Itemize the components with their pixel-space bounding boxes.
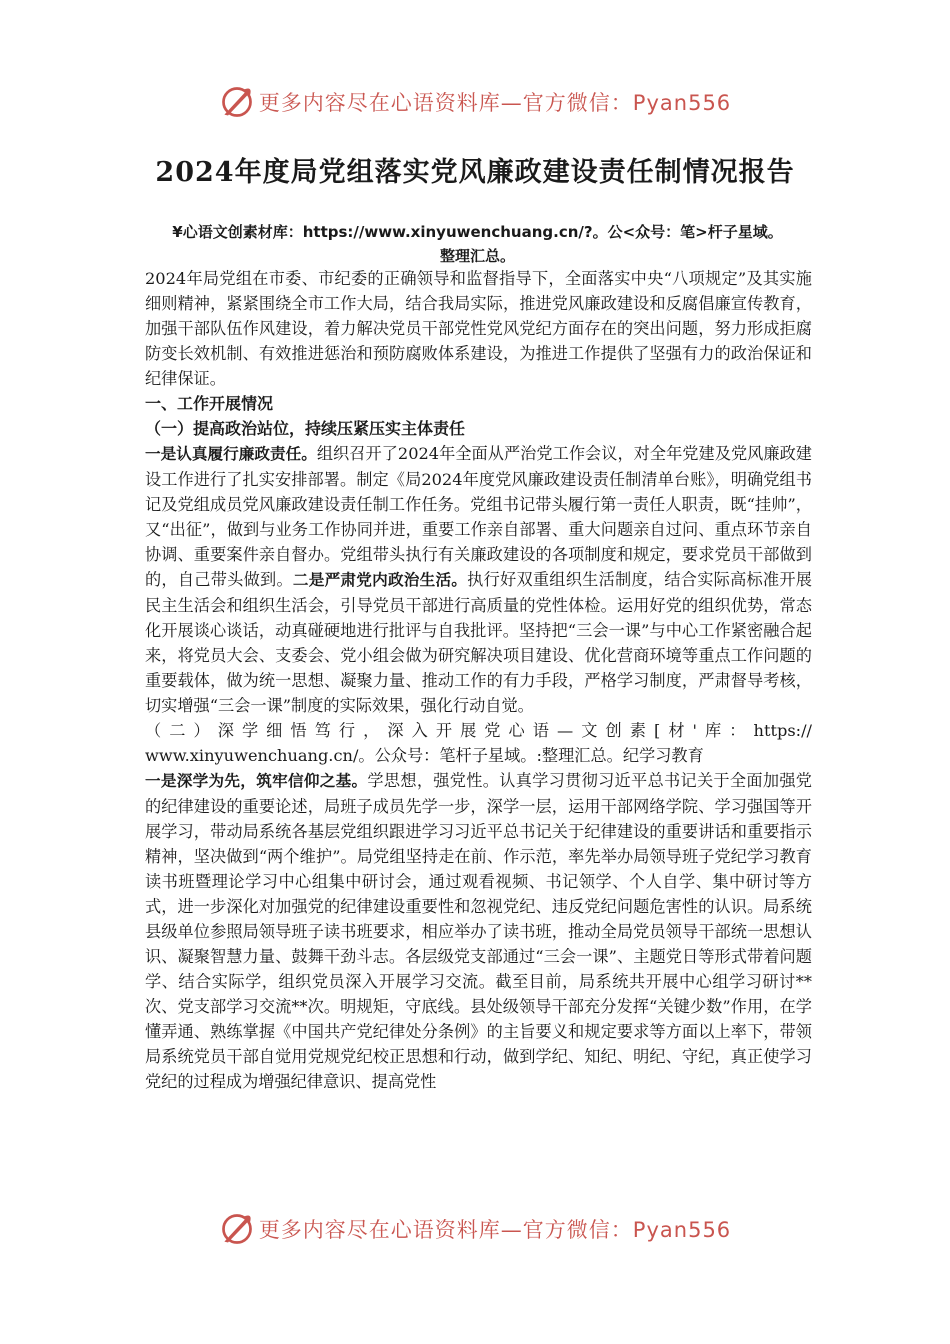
paragraph-text: 组织召开了2024年全面从严治党工作会议，对全年党建及党风廉政建设工作进行了扎实安排部署。制定《局2024年度党风廉政建设责任制清单台账》，明确党组书记及党组成员党风廉政建设责任制工作任务。党组书记带头履行第一责任人职责，既“挂帅”，又“出征”，做到与业务工作协同并进，重要工作亲自部署、重大问题亲自过问、重点环节亲自协调、重要案件亲自督办。党组带头执行有关廉政建设的各项制度和规定，要求党员干部做到的，自己带头做到。	[145, 444, 812, 589]
subsection-heading: （二）深学细悟笃行，深入开展党心语—文创素[材'库：https://	[145, 721, 812, 740]
section-heading: 一、工作开展情况	[145, 394, 274, 413]
subsection-heading	[145, 743, 812, 768]
intro-paragraph: 2024年局党组在市委、市纪委的正确领导和监督指导下，全面落实中央“八项规定”及其实施细则精神，紧紧围绕全市工作大局，结合我局实际，推进党风廉政建设和反腐倡廉宣传教育，加强干部队伍作风建设，着力解决党员干部党性党风党纪方面存在的突出问题，努力形成拒腐防变长效机制、有效推进惩治和预防腐败体系建设，为推进工作提供了坚强有力的政治保证和纪律保证。	[145, 269, 812, 388]
document-body	[145, 266, 812, 1094]
source-line: 整理汇总。	[439, 247, 515, 265]
subsection-heading: （一）提高政治站位，持续压紧压实主体责任	[145, 419, 466, 438]
body-paragraph	[145, 441, 812, 718]
quill-logo-icon	[219, 84, 255, 120]
paragraph-text: 执行好双重组织生活制度，结合实际高标准开展民主生活会和组织生活会，引导党员干部进行高质量的党性体检。运用好党的组织优势，常态化开展谈心谈话，动真碰硬地进行批评与自我批评。坚持把“三会一课”与中心工作紧密融合起来，将党员大会、支委会、党小组会做为研究解决项目建设、优化营商环境等重点工作问题的重要载体，做为统一思想、凝聚力量、推动工作的有力手段，严格学习制度，严肃督导考核，切实增强“三会一课”制度的实际效果，强化行动自觉。	[145, 570, 812, 715]
banner-text: 更多内容尽在心语资料库—官方微信：Pyan556	[258, 91, 732, 115]
subsection-heading-cont: www.xinyuwenchuang.cn/。公众号：笔杆子星域。:整理汇总。纪学习教育	[145, 746, 704, 765]
paragraph-lead: 一是深学为先，筑牢信仰之基。	[145, 772, 368, 790]
body-paragraph	[145, 768, 812, 1094]
paragraph-lead: 一是认真履行廉政责任。	[145, 445, 317, 463]
paragraph-text: 学思想，强党性。认真学习贯彻习近平总书记关于全面加强党的纪律建设的重要论述，局班子成员先学一步，深学一层，运用干部网络学院、学习强国等开展学习，带动局系统各基层党组织跟进学习习近平总书记关于纪律建设的重要讲话和重要指示精神，坚决做到“两个维护”。局党组坚持走在前、作示范，率先举办局领导班子党纪学习教育读书班暨理论学习中心组集中研讨会，通过观看视频、书记领学、个人自学、集中研讨等方式，进一步深化对加强党的纪律建设重要性和忽视党纪、违反党纪问题危害性的认识。局系统县级单位参照局领导班子读书班要求，相应举办了读书班，推动全局党员领导干部统一思想认识、凝聚智慧力量、鼓舞干劲斗志。各层级党支部通过“三会一课”、主题党日等形式带着问题学、结合实际学，组织党员深入开展学习交流。截至目前，局系统共开展中心组学习研讨**次、党支部学习交流**次。明规矩，守底线。县处级领导干部充分发挥“关键少数”作用，在学懂弄通、熟练掌握《中国共产党纪律处分条例》的主旨要义和规定要求等方面以上率下，带领局系统党员干部自觉用党规党纪校正思想和行动，做到学纪、知纪、明纪、守纪，真正使学习党纪的过程成为增强纪律意识、提高党性	[145, 771, 812, 1091]
banner-text: 更多内容尽在心语资料库—官方微信：Pyan556	[258, 1218, 732, 1242]
source-note	[145, 220, 810, 268]
header-banner	[0, 80, 950, 124]
quill-logo-icon	[219, 1211, 255, 1247]
document-title: 2024年度局党组落实党风廉政建设责任制情况报告	[155, 157, 795, 188]
paragraph-lead: 二是严肃党内政治生活。	[292, 571, 468, 589]
source-line: ¥心语文创素材库：https://www.xinyuwenchuang.cn/?。公<众号：笔>杆子星域。	[172, 223, 783, 241]
footer-banner	[0, 1207, 950, 1251]
